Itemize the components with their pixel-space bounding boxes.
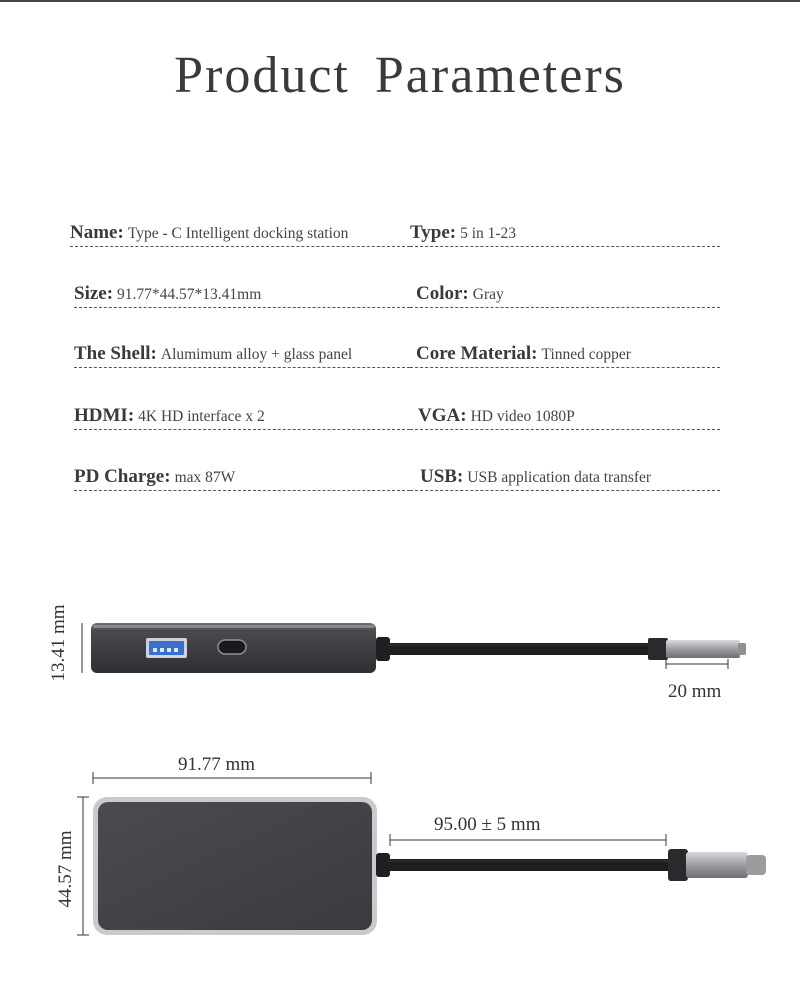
- param-value: Gray: [472, 286, 504, 303]
- usb-port: [146, 638, 187, 658]
- param-value: 4K HD interface x 2: [138, 408, 265, 425]
- param-value: 5 in 1-23: [460, 225, 517, 242]
- dimension-length-label: 91.77 mm: [178, 754, 256, 775]
- param-label: Type:: [410, 222, 457, 243]
- param-value: Alumimum alloy + glass panel: [160, 346, 353, 363]
- param-label: Color:: [416, 283, 469, 304]
- top-strain-relief: [376, 853, 390, 877]
- param-label: VGA:: [418, 405, 467, 426]
- plug-metal: [666, 640, 740, 658]
- param-value: USB application data transfer: [467, 469, 652, 486]
- param-label: Core Material:: [416, 343, 538, 364]
- plug-tip: [738, 643, 746, 655]
- top-view: [77, 772, 766, 935]
- param-value: Tinned copper: [541, 346, 631, 363]
- cable-strain-relief: [376, 637, 390, 661]
- top-plug-collar: [668, 849, 688, 881]
- param-label: Size:: [74, 283, 114, 304]
- dimension-height-label: 13.41 mm: [48, 604, 69, 682]
- param-label: PD Charge:: [74, 466, 171, 487]
- plug-collar: [648, 638, 668, 660]
- top-plug-tip: [746, 855, 766, 875]
- param-label: HDMI:: [74, 405, 135, 426]
- param-value: 91.77*44.57*13.41mm: [117, 286, 262, 303]
- page-title: Product Parameters: [174, 47, 626, 104]
- param-label: The Shell:: [74, 343, 157, 364]
- param-label: Name:: [70, 222, 124, 243]
- top-plug-metal: [686, 852, 748, 878]
- top-body-panel: [98, 802, 372, 930]
- usb-c-port: [218, 640, 246, 654]
- dimension-cable-length-label: 95.00 ± 5 mm: [434, 814, 541, 835]
- side-view: [82, 623, 746, 673]
- param-label: USB:: [420, 466, 464, 487]
- dimension-width-label: 44.57 mm: [55, 830, 76, 908]
- param-value: Type - C Intelligent docking station: [127, 225, 349, 242]
- side-body-highlight: [93, 625, 374, 628]
- dimension-plug-length-label: 20 mm: [668, 681, 722, 702]
- param-value: max 87W: [174, 469, 236, 486]
- param-value: HD video 1080P: [470, 408, 575, 425]
